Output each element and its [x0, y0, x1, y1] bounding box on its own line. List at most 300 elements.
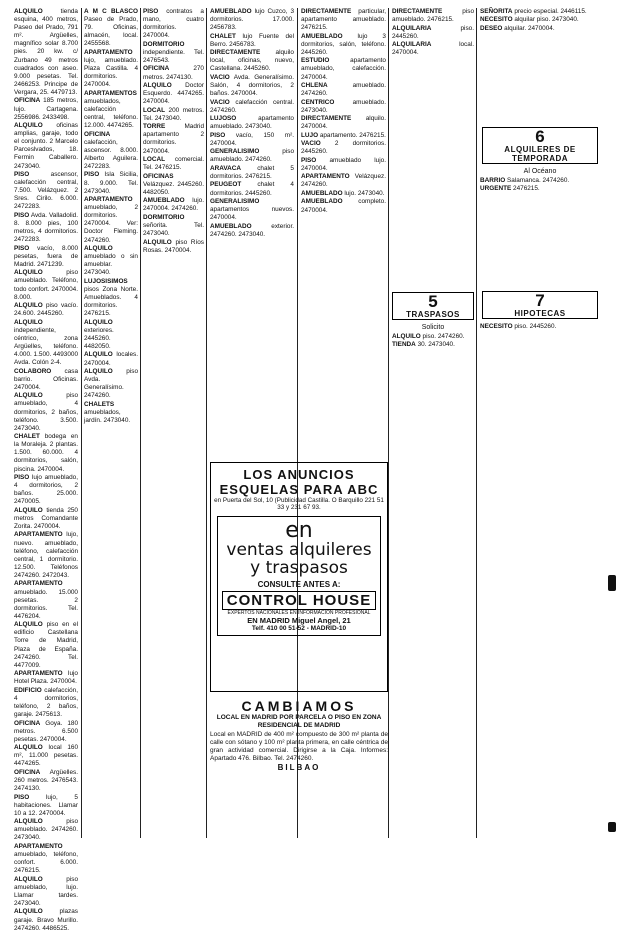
ad-text: piso vacío. 24.600. 2445260.: [14, 302, 78, 318]
ad-text: Avda. Valladolid. 8. 8.000 pies, 100 metros, 4 dormitorios. 2472283.: [14, 211, 78, 244]
ad-keyword: CHALETS: [84, 400, 115, 408]
ad-text: amueblado. 2474260.: [301, 82, 386, 98]
ad-keyword: COLABORO: [14, 367, 52, 375]
classified-ad: [301, 190, 386, 198]
page-edge-mark: [608, 822, 616, 832]
classified-ad: [14, 580, 78, 620]
classified-ad: [14, 769, 78, 793]
ad-keyword: ALQUILO: [14, 506, 43, 514]
classified-ad: [14, 794, 78, 818]
classified-ad: [14, 507, 78, 531]
column-rule: [388, 8, 389, 838]
ad-text: 2476215.: [511, 185, 540, 193]
ad-keyword: CENTRICO: [301, 98, 335, 106]
ad-text: Doctor Esquerdo. 4474265. 2470004.: [143, 82, 204, 106]
ad-text: pisos Zona Norte. Amueblados. 4 dormitorios. 2476215.: [84, 285, 138, 318]
ad-keyword: PISO: [301, 156, 317, 164]
ad-keyword: PISO: [143, 8, 159, 15]
column-rule: [140, 8, 141, 838]
ad-keyword: ALQUILARIA: [392, 24, 432, 32]
classified-ad: [392, 341, 474, 349]
ad-text: lujo. 2473040.: [342, 189, 385, 197]
classified-ad: [210, 115, 294, 131]
ad-keyword: ALQUILO: [14, 392, 43, 400]
ad-text: Velázquez. 2474260.: [301, 173, 386, 189]
ad-text: apartamento. 2476215.: [318, 131, 386, 139]
classified-ad: [210, 198, 294, 222]
ad-text: Paseo de Prado, 79. Oficinas, almacén, local. 2455568.: [84, 16, 138, 48]
classified-ad: [210, 99, 294, 115]
section-title: TRASPASOS: [406, 310, 460, 319]
classified-column-5: [301, 8, 386, 458]
classified-column-3: [143, 8, 204, 838]
ad-text: tienda esquina, 400 metros, Paseo del Prado, 791 m². Argüelles, magnífico solar 8.700 pies. 20 kw. c/ Zurbano 49 metros cuadrados con aseo. 9.000 pesetas. Tel. 2466253. Principe de Vergara, 25. 4479713.: [14, 8, 78, 96]
brand-address: EN MADRID Miguel Angel, 21: [247, 616, 351, 625]
section-box-hipotecas: [482, 291, 598, 319]
ad-text: calefacción central. 2474260.: [210, 98, 294, 114]
ad-text: lujo, amueblado. Plaza Castilla. 4 dormitorios. 2470004.: [84, 56, 138, 89]
ad-keyword: ALQUILO: [14, 302, 43, 310]
ad-text: lujo, nuevo. amueblado, teléfono, calefacción central, 1 dormitorio. 12.500. Teléfonos 2474260. 2472043.: [14, 531, 78, 579]
classified-ad: [392, 41, 474, 57]
column-rule: [476, 8, 477, 838]
ad-text: Madrid apartamento 2 dormitorios. 2470004.: [143, 123, 204, 155]
classified-column-2: [84, 8, 138, 838]
ad-keyword: OFICINA: [14, 768, 41, 776]
classified-ad: [301, 115, 386, 131]
brand-phone: Telf. 410 00 51-52 - MADRID-10: [251, 625, 347, 632]
classified-ad: [480, 323, 600, 331]
ad-keyword: LUJO: [301, 131, 319, 139]
classified-ad: [480, 8, 600, 16]
ad-keyword: APARTAMENTO: [301, 173, 350, 181]
ad-text: amueblado o sin amueblar. 2473040.: [84, 253, 138, 277]
ad-text: Velázquez. 2445260. 4482050.: [143, 180, 204, 196]
ad-keyword: ALQUILO: [143, 82, 172, 90]
classified-ad: [84, 368, 138, 400]
ad-text: señorita. Tel. 2473040.: [143, 221, 204, 238]
classified-ad: [301, 157, 386, 173]
ad-keyword: AMUEBLADO: [301, 198, 343, 206]
notice-body: Local en MADRID de 400 m² compuesto de 300 m² planta de calle con sótano y 100 m² planta primera, en calle céntrica de gran actividad comercial. Dirigirse a la Caja. Informes: Apartado 476. Bilbao. Tel. 2474260.: [210, 731, 388, 762]
ad-text: apartamento amueblado. 2473040.: [210, 115, 294, 131]
classified-column-6b: [392, 333, 474, 853]
ad-text: amueblado, 2 dormitorios. 2470004. Ver: Doctor Fleming. 2474260.: [84, 204, 138, 244]
ad-text: completo. 2470004.: [301, 198, 386, 214]
ad-text: piso. 2474260.: [420, 333, 465, 340]
classified-ad: [84, 319, 138, 351]
ad-text: piso. 2445260.: [392, 24, 474, 40]
ad-keyword: PEUGEOT: [210, 181, 242, 189]
classified-ad: [14, 433, 78, 473]
ad-keyword: VACIO: [301, 140, 321, 148]
ad-text: lujo 3 dormitorios, salón, teléfono. 2445260.: [301, 32, 386, 56]
classified-ad: [143, 82, 204, 106]
ad-keyword: LOCAL: [143, 106, 166, 114]
ad-big-text-2: ventas alquileres: [226, 540, 372, 560]
classified-ad: [14, 392, 78, 432]
notice-subtitle: LOCAL EN MADRID POR PARCELA O PISO EN ZONA RESIDENCIAL DE MADRID: [216, 714, 382, 729]
classified-column-4: [210, 8, 294, 458]
ad-keyword: APARTAMENTO: [14, 842, 63, 850]
ad-keyword: OFICINA: [14, 97, 41, 105]
classified-ad: [84, 171, 138, 195]
notice-signature: BILBAO: [277, 763, 321, 772]
classified-ad: [480, 177, 600, 185]
ad-text: 200 metros. Tel. 2473040.: [143, 106, 204, 122]
ad-keyword: SEÑORITA: [480, 8, 513, 15]
ad-keyword: ALQUILO: [392, 333, 421, 340]
ad-keyword: OFICINA: [14, 719, 41, 727]
ad-text: Goya. 180 metros. 6.500 pesetas. 2470004.: [14, 719, 78, 743]
ad-text: 2 dormitorios. 2445260.: [301, 140, 386, 156]
ad-text: lujo Hotel Plaza. 2470004.: [14, 670, 78, 686]
ad-text: piso amueblado, lujo. Llamar tardes. 2473040.: [14, 875, 78, 907]
ad-keyword: GENERALISIMO: [210, 198, 260, 206]
ad-text: independiente. Tel. 2476543.: [143, 48, 204, 64]
classified-ad: [480, 185, 600, 193]
ad-keyword: BARRIO: [480, 177, 506, 184]
ad-text: particular, apartamento amueblado. 2476215.: [301, 8, 386, 32]
classified-ad: [143, 239, 204, 255]
classified-ad: [392, 333, 474, 341]
classified-ad: [301, 33, 386, 57]
classified-ad: [210, 49, 294, 73]
ad-subtext: en Puerta del Sol, 10 (Publicidad Castilla. O Barquillo 221 51 33 y 231 67 93.: [214, 497, 384, 511]
ad-text: local 160 m², 11.000 pesetas. 4474265.: [14, 744, 78, 768]
ad-text: plazas garaje. Bravo Murillo. 2474260. 4486525.: [14, 908, 78, 932]
classified-ad: [480, 16, 600, 24]
classified-ad: [480, 25, 600, 33]
classified-ad: [14, 876, 78, 908]
ad-text: piso. 2445260.: [512, 323, 557, 330]
ad-keyword: PISO: [84, 171, 100, 179]
ad-keyword: ALQUILO: [14, 744, 43, 752]
ad-text: amueblado. 15.000 pesetas. 2 dormitorios. Tel. 4476204.: [14, 588, 78, 620]
ad-text: calefacción, 4 dormitorios, teléfono, 2 baños, garaje. 2475613.: [14, 686, 78, 719]
classified-ad: [84, 196, 138, 245]
classified-ad: [301, 132, 386, 140]
ad-text: amueblado, teléfono, confort. 6.000. 2476215.: [14, 851, 78, 875]
ad-keyword: DIRECTAMENTE: [301, 115, 352, 123]
column-rule: [81, 8, 82, 838]
ad-keyword: TORRE: [143, 123, 166, 131]
classified-ad: [301, 82, 386, 98]
classified-ad: [14, 843, 78, 875]
classified-ad: [143, 107, 204, 123]
ad-keyword: ALQUILO: [14, 318, 43, 326]
classified-ad: [301, 57, 386, 81]
ad-text: piso amueblado. Teléfono, todo confort. 2470004. 8.000.: [14, 269, 78, 301]
ad-keyword: PISO: [14, 793, 30, 801]
ad-keyword: AMUEBLADO: [143, 197, 185, 205]
ad-text: amueblados, calefacción central, teléfono. 12.000. 4474265.: [84, 97, 138, 130]
classified-ad: [14, 319, 78, 368]
ad-keyword: APARTAMENTO: [84, 196, 133, 204]
ad-keyword: PISO: [14, 244, 30, 252]
ad-keyword: VACIO: [210, 98, 230, 106]
ad-keyword: TIENDA: [392, 341, 416, 349]
classified-ad: [14, 474, 78, 506]
classified-ad: [143, 123, 204, 155]
ad-text: lujo. 2470004. 2474260.: [143, 197, 204, 213]
ad-keyword: ALQUILO: [14, 8, 43, 15]
ad-text: 270 metros. 2474130.: [143, 65, 204, 81]
classified-ad: [14, 908, 78, 932]
ad-keyword: DESEO: [480, 24, 503, 32]
ad-keyword: APARTAMENTO: [14, 670, 63, 678]
classified-column-7a: [480, 8, 600, 123]
classified-ad: [210, 165, 294, 181]
ad-text: locales. 2470004.: [84, 351, 138, 367]
ad-headline-2: ESQUELAS PARA ABC: [219, 482, 379, 497]
classified-ad: [210, 223, 294, 239]
classified-ad: [143, 8, 204, 40]
ad-keyword: ARAVACA: [210, 164, 242, 172]
ad-text: lujo amueblado, 4 dormitorios, 2 baños. 25.000. 2470005.: [14, 474, 78, 506]
classified-ad: [84, 351, 138, 367]
notice-title: CAMBIAMOS: [241, 698, 357, 714]
ad-keyword: DORMITORIO: [143, 40, 185, 48]
ad-text: piso en el edificio Castellana Torre de Madrid, Plaza de España. 2474260. Tel. 4477009.: [14, 621, 78, 669]
ad-keyword: AMUEBLADO: [210, 222, 252, 230]
ad-text: piso Avda. Generalísimo. 2474260.: [84, 368, 138, 400]
classified-ad: [392, 8, 474, 24]
classified-ad: [14, 744, 78, 768]
ad-text: amueblados, jardín. 2473040.: [84, 408, 131, 424]
ad-keyword: APARTAMENTO: [14, 531, 63, 539]
ad-consult-label: CONSULTE ANTES A:: [257, 580, 341, 589]
ad-text: piso amueblado, 4 dormitorios, 2 baños, teléfono. 3.500. 2473040.: [14, 392, 78, 432]
ad-keyword: PISO: [14, 171, 30, 179]
ad-text: bodega en la Moraleja. 2 plantas. 1.500. 60.000. 4 dormitorios, salón, piscina. 2470004.: [14, 433, 78, 473]
classified-ad: [14, 531, 78, 580]
classified-ad: [14, 97, 78, 121]
classified-ad: [14, 269, 78, 301]
classified-ad: [210, 33, 294, 49]
ad-headline: LOS ANUNCIOS: [243, 467, 355, 482]
classified-ad: [301, 99, 386, 115]
ad-keyword: ALQUILARIA: [392, 41, 432, 49]
column-rule: [206, 8, 207, 838]
ad-keyword: GENERALISIMO: [210, 148, 260, 156]
ad-keyword: DIRECTAMENTE: [301, 8, 352, 15]
section-caption: Solicito: [421, 324, 445, 331]
ad-keyword: ALQUILO: [14, 875, 43, 883]
ad-keyword: DIRECTAMENTE: [210, 49, 261, 57]
column-7-wrapper: [480, 8, 600, 838]
section-caption: Al Océano: [523, 168, 557, 175]
classified-ad: [84, 131, 138, 171]
classified-ad: [14, 818, 78, 842]
ad-keyword: LOCAL: [143, 156, 166, 164]
ad-keyword: URGENTE: [480, 185, 512, 193]
ad-keyword: AMUEBLADO: [301, 189, 343, 197]
classified-ad: [143, 41, 204, 65]
classified-ad: [14, 368, 78, 392]
newspaper-page: [14, 8, 600, 932]
ad-keyword: LUJOSISIMOS: [84, 277, 128, 285]
ad-big-text-3: y traspasos: [250, 558, 348, 578]
ad-text: independiente, céntrico, zona Argüelles, teléfono. 4.000. 1.500. 4493000 Avda. Colón 2-4.: [14, 326, 78, 367]
ad-text: amueblado. 2473040.: [301, 98, 386, 114]
ad-text: apartamentos nuevos. 2470004.: [210, 206, 294, 222]
ad-keyword: APARTAMENTO: [14, 580, 63, 588]
section-number: 6: [535, 127, 545, 146]
ad-text: casa barrio. Oficinas. 2470004.: [14, 367, 78, 391]
ad-keyword: ALQUILO: [14, 818, 43, 826]
classified-column-1: [14, 8, 78, 932]
section-number: 5: [428, 292, 438, 311]
advertisement-box: [210, 462, 388, 692]
ad-text: lujo Cuzco, 3 dormitorios. 17.000. 2456783.: [210, 8, 294, 32]
ad-text: piso amueblado. 2476215.: [392, 8, 474, 24]
ad-text: ascensor, calefacción central, 7.500. Velázquez. 2 Sres. Cirilo. 6.000. 2472283.: [14, 171, 78, 211]
section-title: HIPOTECAS: [514, 309, 566, 318]
ad-text: lujo Fuente del Berro. 2456783.: [210, 32, 294, 48]
brand-subtitle: EXPERTOS NACIONALES EN INFORMACION PROFESIONAL: [227, 610, 371, 616]
classified-ad: [84, 278, 138, 318]
ad-text: tienda 250 metros Comandante Zorita. 2470004.: [14, 506, 78, 530]
classified-ad: [14, 212, 78, 244]
ad-keyword: CHALET: [210, 32, 236, 40]
ad-keyword: OFICINA: [84, 130, 111, 138]
classified-ad: [14, 687, 78, 719]
classified-ad: [84, 401, 138, 425]
ad-keyword: PISO: [14, 474, 30, 482]
ad-text: precio especial. 2446115.: [512, 8, 587, 15]
ad-keyword: AMUEBLADO: [210, 8, 252, 15]
ad-text: piso amueblado. 2474260. 2473040.: [14, 818, 78, 842]
classified-ad: [84, 8, 138, 48]
ad-text: vacío, 150 m². 2470004.: [210, 131, 294, 147]
ad-text: chalet 4 dormitorios. 2445260.: [210, 181, 294, 197]
ad-keyword: PISO: [210, 131, 226, 139]
ad-keyword: ALQUILO: [84, 351, 113, 359]
section-box-traspasos: [392, 292, 474, 320]
ad-keyword: CHLENA: [301, 82, 328, 90]
cambiamos-notice: [210, 698, 388, 838]
ad-keyword: DORMITORIO: [143, 213, 185, 221]
column-6-wrapper: [392, 8, 474, 838]
classified-ad: [301, 198, 386, 214]
ad-keyword: LUJOSO: [210, 115, 237, 123]
classified-ad: [143, 156, 204, 172]
classified-ad: [210, 8, 294, 32]
classified-ad: [210, 181, 294, 197]
classified-ad: [143, 65, 204, 81]
ad-text: alquilar. 2470004.: [502, 24, 555, 32]
ad-keyword: ALQUILO: [84, 245, 113, 253]
ad-keyword: ALQUILO: [14, 269, 43, 277]
ad-text: exteriores. 2445260. 4482050.: [84, 326, 114, 350]
ad-keyword: A M C BLASCO: [84, 8, 138, 15]
classified-ad: [14, 621, 78, 670]
page-edge-mark: [608, 575, 616, 591]
ad-text: alquilar piso. 2473040.: [512, 16, 579, 24]
classified-ad: [301, 8, 386, 32]
ad-keyword: ALQUILO: [84, 318, 113, 326]
ad-keyword: NECESITO: [480, 16, 513, 24]
classified-ad: [14, 720, 78, 744]
ad-text: Salamanca. 2474260.: [505, 177, 570, 184]
ad-big-text: en: [285, 518, 313, 543]
ad-text: local. 2470004.: [392, 41, 474, 57]
classified-ad: [210, 132, 294, 148]
ad-keyword: NECESITO: [480, 323, 513, 330]
ad-keyword: APARTAMENTOS: [84, 89, 137, 97]
ad-text: oficinas amplias, garaje, todo el conjunto. 2 Marcelo Parceslvados, 18. Fermin Caballero. 2473040.: [14, 122, 78, 170]
section-number: 7: [535, 291, 545, 310]
ad-text: exterior. 2474260. 2473040.: [210, 222, 294, 238]
classified-ad: [143, 197, 204, 213]
ad-text: apartamento amueblado, calefacción. 2470004.: [301, 57, 386, 81]
ad-text: contratos a mano, cuatro dormitorios. 2470004.: [143, 8, 204, 40]
ad-text: comercial. Tel. 2476215.: [143, 156, 204, 172]
classified-ad: [14, 245, 78, 269]
ad-text: amueblado lujo. 2470004.: [301, 156, 386, 172]
brand-name: CONTROL HOUSE: [222, 591, 376, 610]
classified-ad: [143, 214, 204, 238]
classified-column-7c: [480, 323, 600, 843]
ad-keyword: AMUEBLADO: [301, 32, 343, 40]
ad-keyword: OFICINAS: [143, 172, 174, 180]
classified-ad: [301, 140, 386, 156]
ad-keyword: DIRECTAMENTE: [392, 8, 443, 15]
ad-keyword: PISO: [14, 211, 30, 219]
ad-text: Avda. Generalísimo. Salón, 4 dormitorios, 2 baños. 2470004.: [210, 73, 294, 98]
ad-keyword: EDIFICIO: [14, 686, 42, 694]
ad-keyword: ESTUDIO: [301, 57, 330, 65]
control-house-ad: [217, 516, 381, 636]
classified-column-6a: [392, 8, 474, 288]
classified-ad: [210, 148, 294, 164]
ad-keyword: APARTAMENTO: [84, 48, 133, 56]
ad-text: vacío, 8.000 pesetas, fuera de Madrid. 2471239.: [14, 244, 78, 268]
classified-ad: [14, 171, 78, 211]
ad-text: piso amueblado. 2474260.: [210, 148, 294, 164]
classified-ad: [210, 74, 294, 98]
ad-text: Isla Sicilia, 8. 9.000. Tel. 2473040.: [84, 171, 138, 195]
section-box-alquileres: [482, 127, 598, 164]
classified-ad: [84, 49, 138, 89]
ad-text: calefacción, ascensor. 8.000. Alberto Aguilera. 2472283.: [84, 138, 138, 170]
classified-ad: [84, 90, 138, 130]
ad-keyword: ALQUILO: [14, 908, 43, 916]
classified-ad: [14, 670, 78, 686]
classified-column-7b: [480, 177, 600, 287]
ad-keyword: VACIO: [210, 73, 230, 81]
classified-ad: [143, 173, 204, 197]
ad-keyword: CHALET: [14, 433, 40, 441]
ad-text: chalet 5 dormitorios. 2476215.: [210, 164, 294, 180]
ad-keyword: ALQUILO: [84, 368, 113, 376]
ad-text: Argüelles. 260 metros. 2476543. 2474130.: [14, 768, 78, 793]
ad-keyword: ALQUILO: [14, 621, 43, 629]
ad-text: 30. 2473040.: [415, 341, 455, 349]
ad-text: piso Ríos Rosas. 2470004.: [143, 238, 204, 254]
ad-keyword: OFICINA: [143, 65, 170, 73]
classified-ad: [14, 8, 78, 97]
section-title: ALQUILERES DE TEMPORADA: [504, 145, 576, 163]
ad-text: alquilo local, oficinas, nuevo, Castellana. 2445260.: [210, 49, 294, 73]
classified-ad: [392, 25, 474, 41]
ad-text: lujo, 5 habitaciones. Llamar 10 a 12. 2470004.: [14, 793, 78, 817]
classified-ad: [14, 302, 78, 318]
ad-text: alquilo. 2470004.: [301, 115, 386, 131]
ad-text: 185 metros, lujo. Cartagena. 2556986. 2433498.: [14, 97, 78, 121]
ad-keyword: ALQUILO: [14, 122, 43, 130]
